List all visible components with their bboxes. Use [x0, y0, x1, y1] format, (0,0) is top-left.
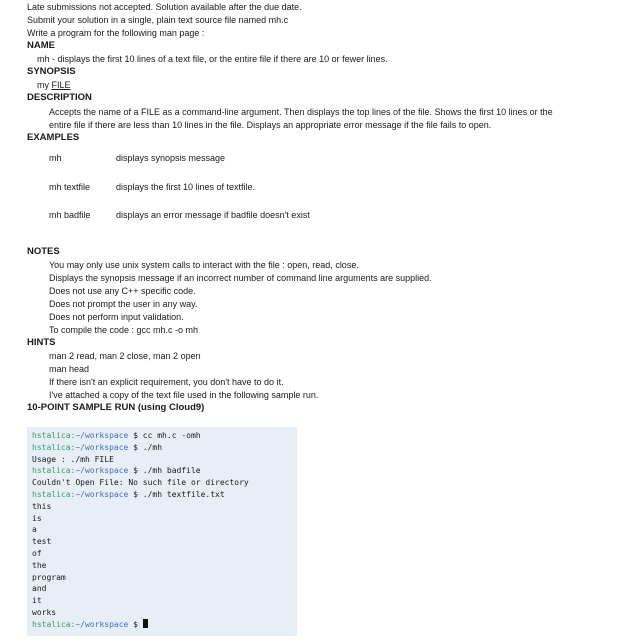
hint-item: I've attached a copy of the text file used in the following sample run.: [49, 390, 319, 400]
prompt-command: $ ./mh badfile: [128, 466, 201, 476]
hints-heading: HINTS: [27, 337, 56, 348]
terminal-output-text: it: [32, 596, 42, 606]
terminal-output-text: test: [32, 537, 52, 547]
terminal-output-text: Usage : ./mh FILE: [32, 454, 114, 464]
sample-run-heading: 10-POINT SAMPLE RUN (using Cloud9): [27, 402, 205, 413]
terminal-prompt-line: [32, 430, 297, 442]
synopsis-text: [37, 79, 71, 91]
notes-heading: NOTES: [27, 246, 60, 257]
prompt-command: $ ./mh: [128, 442, 163, 452]
prompt-path: ~/workspace: [75, 466, 129, 476]
terminal-output-line: [32, 454, 297, 466]
terminal-output-line: [32, 572, 297, 584]
description-line-2: entire file if there are less than 10 lines in the file. Displays an appropriate error message if the file fails to open.: [49, 120, 492, 130]
hint-item: man 2 read, man 2 close, man 2 open: [49, 351, 201, 361]
note-item: You may only use unix system calls to interact with the file : open, read, close.: [49, 260, 359, 270]
note-item: To compile the code : gcc mh.c -o mh: [49, 325, 199, 335]
prompt-command: $ cc mh.c -omh: [128, 431, 201, 440]
terminal-output-text: is: [32, 513, 42, 523]
terminal-output-line: [32, 607, 297, 619]
terminal-output-line: [32, 536, 297, 548]
prompt-command: $ ./mh textfile.txt: [128, 489, 225, 499]
late-notice: Late submissions not accepted. Solution available after the due date.: [27, 2, 302, 12]
write-instructions: Write a program for the following man page :: [27, 28, 205, 38]
name-text: mh - displays the first 10 lines of a text file, or the entire file if there are 10 or fewer lines.: [37, 54, 388, 64]
terminal-output-line: [32, 513, 297, 525]
terminal-sample-run: [27, 427, 297, 636]
note-item: Does not use any C++ specific code.: [49, 286, 196, 296]
terminal-output-text: of: [32, 548, 42, 558]
example-cmd: mh badfile: [49, 210, 91, 220]
terminal-output-line: [32, 477, 297, 489]
description-line-1: Accepts the name of a FILE as a command-line argument. Then displays the top lines of the file. Shows the first 10 lines or the: [49, 107, 553, 117]
prompt-path: ~/workspace: [75, 489, 129, 499]
terminal-output-text: program: [32, 572, 66, 582]
terminal-output-line: [32, 548, 297, 560]
terminal-output-text: a: [32, 525, 37, 535]
synopsis-arg: FILE: [51, 80, 71, 90]
name-heading: NAME: [27, 40, 55, 51]
prompt-user: hstalica:: [32, 619, 76, 629]
terminal-cursor[interactable]: [143, 619, 148, 628]
terminal-output-text: this: [32, 501, 52, 511]
terminal-output-text: the: [32, 560, 47, 570]
terminal-prompt-line: [32, 465, 297, 477]
terminal-prompt-line: [32, 442, 297, 454]
terminal-prompt-line: [32, 619, 297, 631]
terminal-output-line: [32, 524, 297, 536]
terminal-output-text: works: [32, 607, 57, 617]
prompt-user: hstalica:: [32, 489, 76, 499]
note-item: Does not perform input validation.: [49, 312, 184, 322]
terminal-output-line: [32, 595, 297, 607]
prompt-path: ~/workspace: [75, 442, 129, 452]
prompt-user: hstalica:: [32, 431, 76, 440]
example-desc: displays the first 10 lines of textfile.: [116, 182, 256, 192]
synopsis-heading: SYNOPSIS: [27, 66, 76, 77]
terminal-output-line: [32, 583, 297, 595]
terminal-prompt-line: [32, 489, 297, 501]
note-item: Does not prompt the user in any way.: [49, 299, 198, 309]
terminal-output-text: and: [32, 584, 47, 594]
examples-heading: EXAMPLES: [27, 132, 80, 143]
hint-item: If there isn't an explicit requirement, you don't have to do it.: [49, 377, 284, 387]
note-item: Displays the synopsis message if an incorrect number of command line arguments are supplied.: [49, 273, 432, 283]
example-cmd: mh: [49, 153, 62, 163]
submit-instructions: Submit your solution in a single, plain text source file named mh.c: [27, 15, 289, 25]
synopsis-cmd: my: [37, 80, 52, 90]
prompt-command: $: [128, 619, 143, 629]
description-heading: DESCRIPTION: [27, 92, 92, 103]
example-desc: displays an error message if badfile doesn't exist: [116, 210, 310, 220]
terminal-output-text: Couldn't Open File: No such file or directory: [32, 478, 249, 488]
example-desc: displays synopsis message: [116, 153, 226, 163]
hint-item: man head: [49, 364, 90, 374]
terminal-output-line: [32, 560, 297, 572]
terminal-output-line: [32, 501, 297, 513]
prompt-path: ~/workspace: [75, 619, 129, 629]
example-cmd: mh textfile: [49, 182, 91, 192]
prompt-user: hstalica:: [32, 442, 76, 452]
prompt-path: ~/workspace: [75, 431, 129, 440]
prompt-user: hstalica:: [32, 466, 76, 476]
